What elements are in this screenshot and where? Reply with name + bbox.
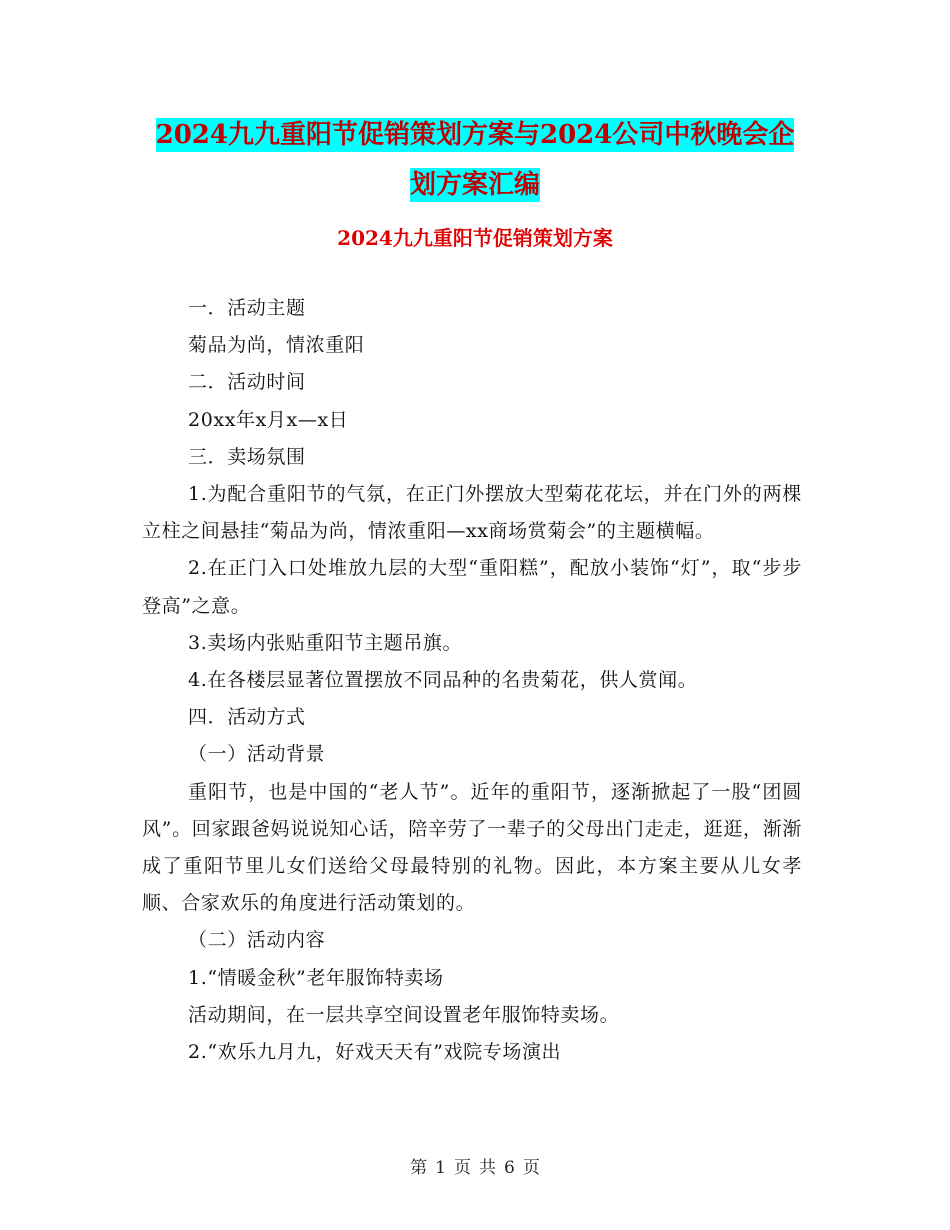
paragraph: 1.为配合重阳节的气氛，在正门外摆放大型菊花花坛，并在门外的两棵立柱之间悬挂“菊品为尚，情浓重阳—xx商场赏菊会”的主题横幅。 (142, 483, 802, 543)
paragraph: 活动期间，在一层共享空间设置老年服饰特卖场。 (188, 1003, 620, 1026)
footer-text: 第 (410, 1158, 428, 1178)
paragraph: 20xx年x月x—x日 (188, 408, 349, 431)
title-line-1: 2024九九重阳节促销策划方案与2024公司中秋晚会企 (155, 120, 795, 150)
paragraph: 1.“情暖金秋”老年服饰特卖场 (188, 966, 444, 989)
paragraph: （一）活动背景 (188, 743, 326, 766)
document-title (0, 110, 950, 210)
footer-text: 共 (479, 1158, 496, 1178)
title-line-2: 划方案汇编 (409, 170, 540, 200)
paragraph: 2.在正门入口处堆放九层的大型“重阳糕”，配放小装饰“灯”，取“步步登高”之意。 (142, 557, 802, 617)
paragraph: 菊品为尚，情浓重阳 (188, 334, 365, 357)
total-pages: 6 (504, 1158, 515, 1178)
paragraph: 4.在各楼层显著位置摆放不同品种的名贵菊花，供人赏闻。 (188, 669, 698, 692)
paragraph: 一．活动主题 (188, 297, 306, 319)
footer-text: 页 (454, 1158, 471, 1178)
document-body (142, 290, 802, 1071)
page-footer (0, 1153, 950, 1178)
paragraph: 3.卖场内张贴重阳节主题吊旗。 (188, 631, 463, 654)
paragraph: 三．卖场氛围 (188, 445, 306, 468)
paragraph: （二）活动内容 (188, 929, 326, 952)
footer-text: 页 (522, 1158, 540, 1178)
paragraph: 重阳节，也是中国的“老人节”。近年的重阳节，逐渐掀起了一股“团圆风”。回家跟爸妈说说知心话，陪辛劳了一辈子的父母出门走走，逛逛，渐渐成了重阳节里儿女们送给父母最特别的礼物。因此，本方案主要从儿女孝顺、合家欢乐的角度进行活动策划的。 (142, 780, 802, 915)
paragraph: 四．活动方式 (188, 706, 306, 729)
section-title: 2024九九重阳节促销策划方案 (337, 226, 613, 250)
paragraph: 二．活动时间 (188, 371, 306, 394)
page-number: 1 (435, 1158, 446, 1178)
paragraph: 2.“欢乐九月九，好戏天天有”戏院专场演出 (188, 1041, 562, 1064)
